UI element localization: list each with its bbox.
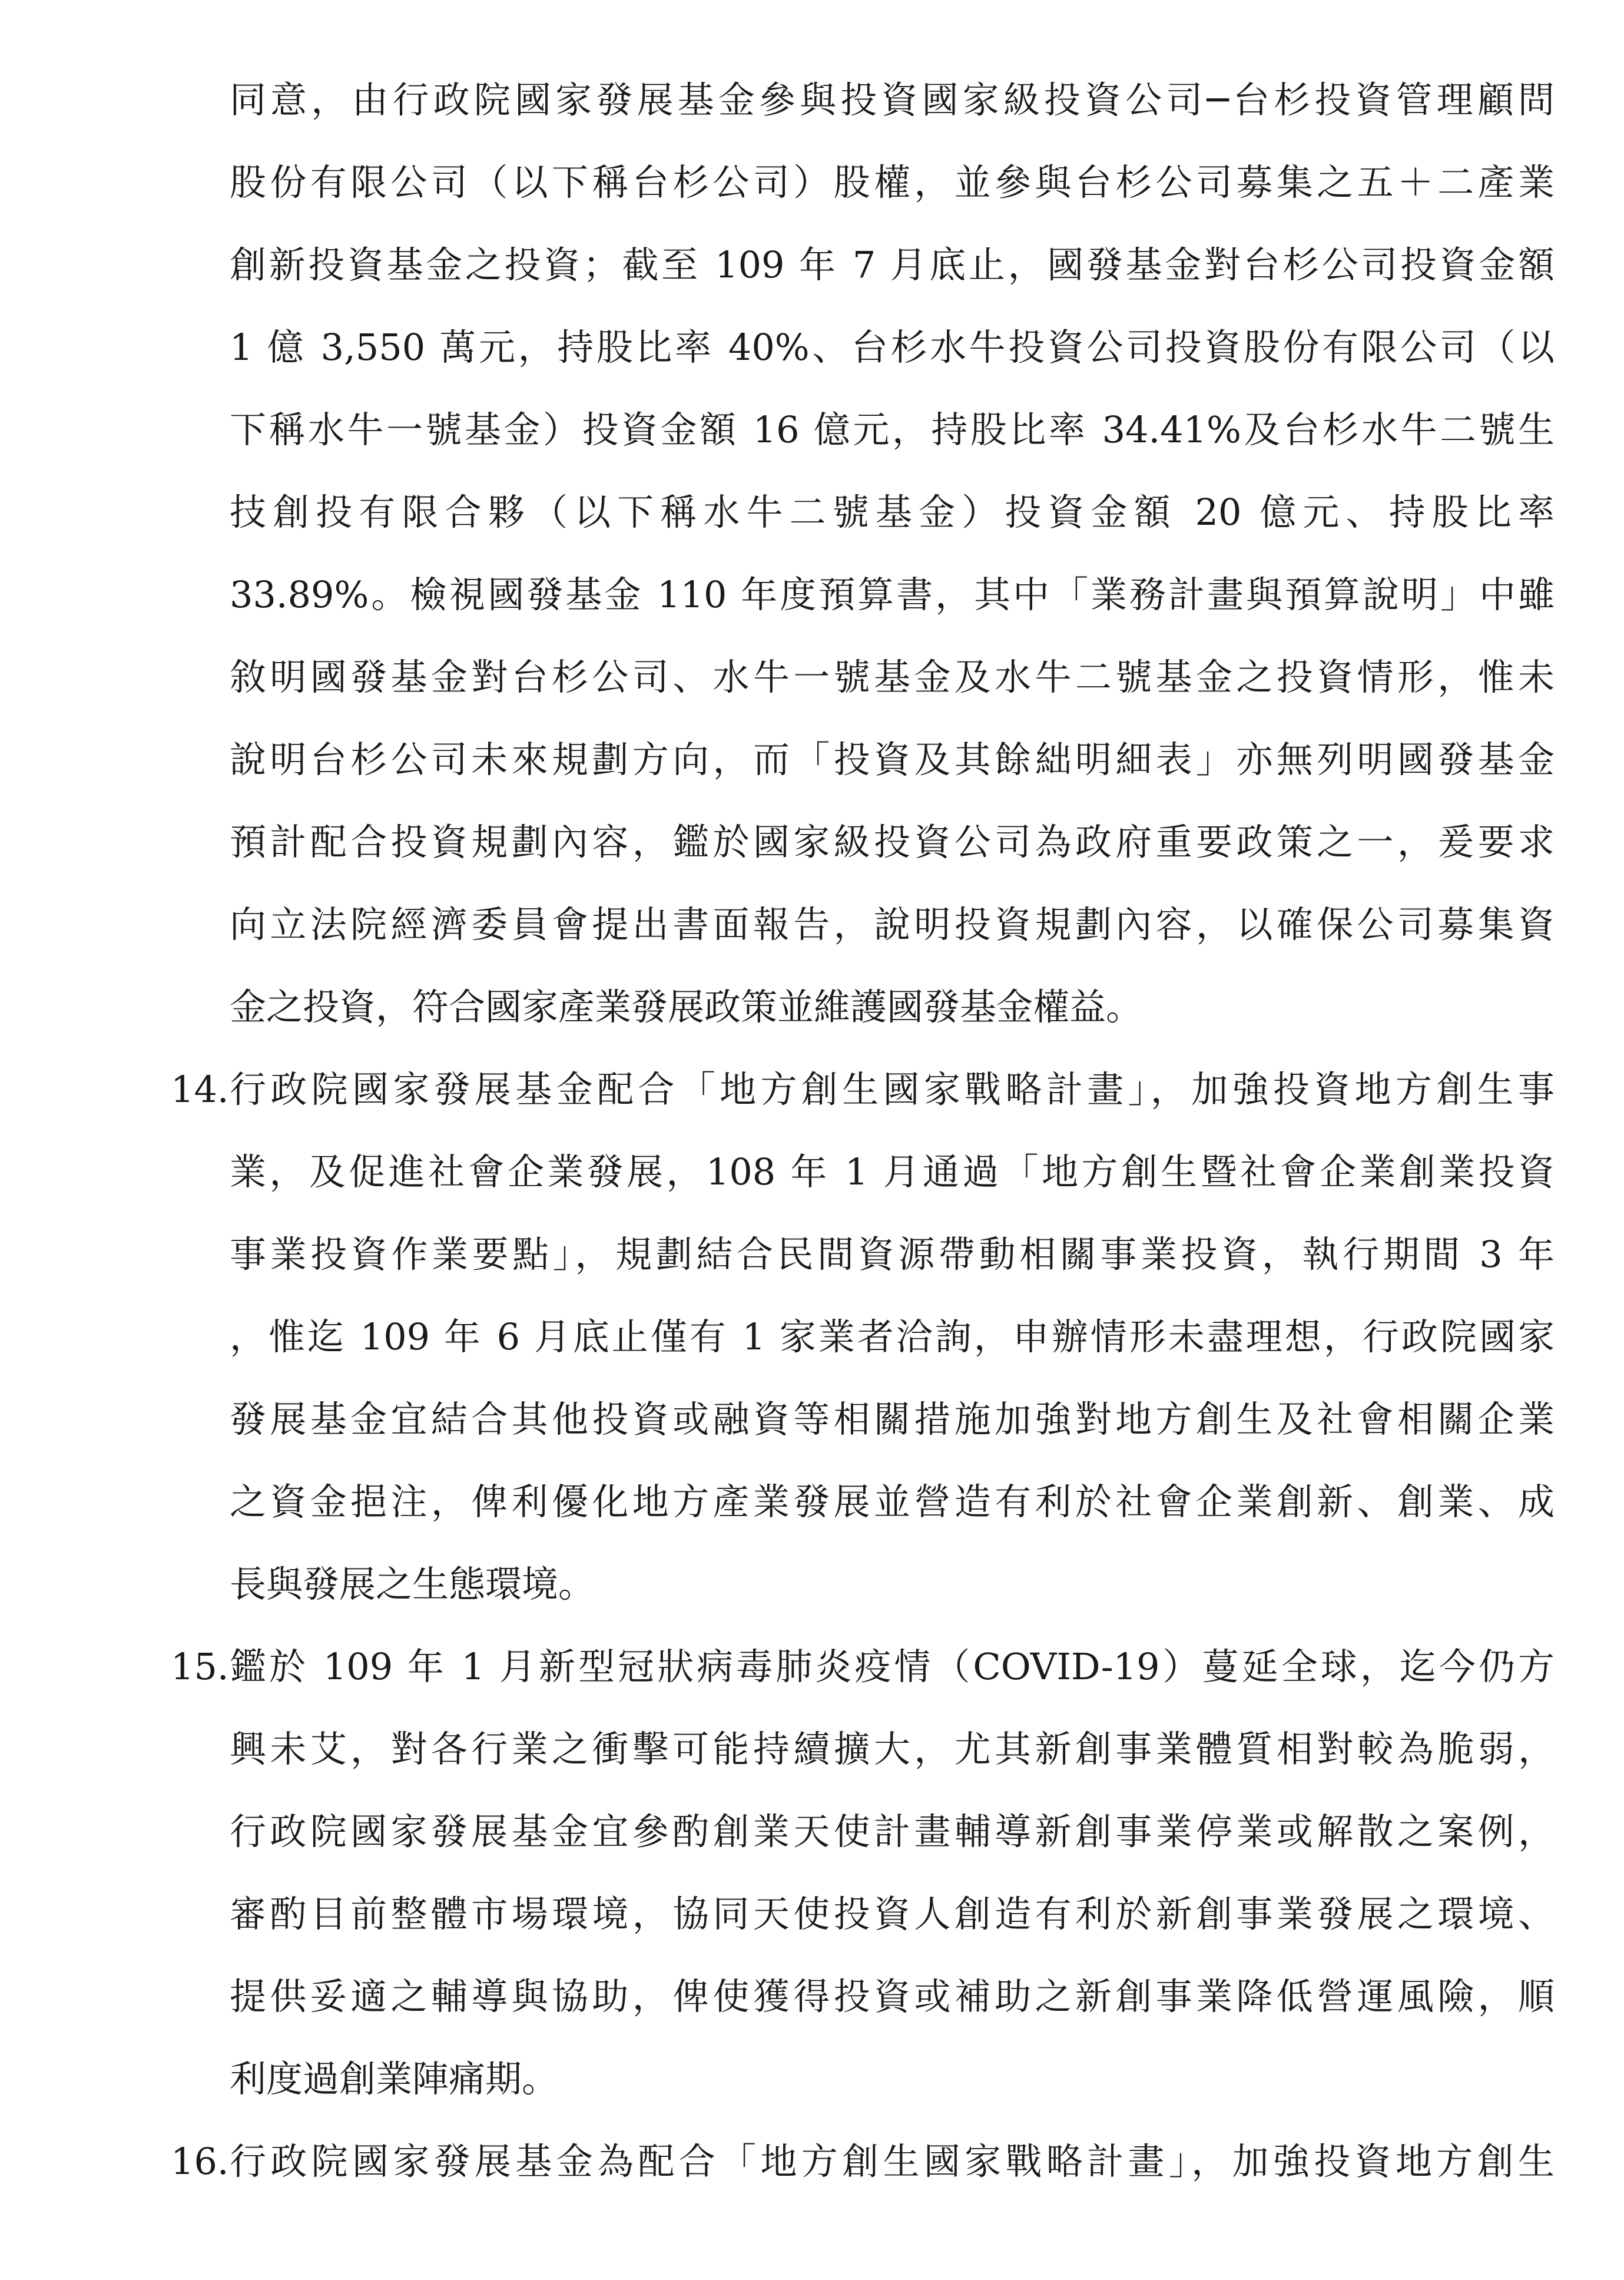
text-line: 事業投資作業要點」，規劃結合民間資源帶動相關事業投資，執行期間 3 年	[230, 1233, 1555, 1276]
text-line: 行政院國家發展基金為配合「地方創生國家戰略計畫」，加強投資地方創生	[230, 2140, 1555, 2183]
text-line: 鑑於 109 年 1 月新型冠狀病毒肺炎疫情（COVID-19）蔓延全球，迄今仍方	[230, 1645, 1555, 1688]
text-line: 敘明國發基金對台杉公司、水牛一號基金及水牛二號基金之投資情形，惟未	[230, 656, 1555, 699]
text-line: 利度過創業陣痛期。	[230, 2057, 559, 2100]
text-line: 之資金挹注，俾利優化地方產業發展並營造有利於社會企業創新、創業、成	[230, 1480, 1555, 1523]
text-line: 技創投有限合夥（以下稱水牛二號基金）投資金額 20 億元、持股比率	[230, 491, 1555, 534]
text-line: 興未艾，對各行業之衝擊可能持續擴大，尤其新創事業體質相對較為脆弱，	[230, 1728, 1555, 1771]
text-line: 提供妥適之輔導與協助，俾使獲得投資或補助之新創事業降低營運風險，順	[230, 1975, 1555, 2018]
text-line: 業，及促進社會企業發展，108 年 1 月通過「地方創生暨社會企業創業投資	[230, 1150, 1555, 1193]
text-line: 預計配合投資規劃內容，鑑於國家級投資公司為政府重要政策之一，爰要求	[230, 820, 1555, 863]
text-line: 長與發展之生態環境。	[230, 1563, 595, 1606]
text-line: 下稱水牛一號基金）投資金額 16 億元，持股比率 34.41%及台杉水牛二號生	[230, 408, 1555, 451]
text-line: 同意，由行政院國家發展基金參與投資國家級投資公司─台杉投資管理顧問	[230, 78, 1555, 121]
text-line: 金之投資，符合國家產業發展政策並維護國發基金權益。	[230, 985, 1143, 1028]
text-line: 發展基金宜結合其他投資或融資等相關措施加強對地方創生及社會相關企業	[230, 1398, 1555, 1441]
text-line: 說明台杉公司未來規劃方向，而「投資及其餘絀明細表」亦無列明國發基金	[230, 738, 1555, 781]
item-number: 15.	[171, 1645, 229, 1688]
item-number: 16.	[171, 2140, 229, 2183]
text-line: 1 億 3,550 萬元，持股比率 40%、台杉水牛投資公司投資股份有限公司（以	[230, 326, 1555, 369]
text-line: 股份有限公司（以下稱台杉公司）股權，並參與台杉公司募集之五＋二產業	[230, 161, 1555, 204]
text-line: 創新投資基金之投資；截至 109 年 7 月底止，國發基金對台杉公司投資金額	[230, 243, 1555, 286]
text-line: 33.89%。檢視國發基金 110 年度預算書，其中「業務計畫與預算說明」中雖	[230, 573, 1555, 616]
text-line: 向立法院經濟委員會提出書面報告，說明投資規劃內容，以確保公司募集資	[230, 903, 1555, 946]
text-line: 行政院國家發展基金配合「地方創生國家戰略計畫」，加強投資地方創生事	[230, 1068, 1555, 1111]
item-number: 14.	[171, 1068, 229, 1111]
text-line: ，惟迄 109 年 6 月底止僅有 1 家業者洽詢，申辦情形未盡理想，行政院國家	[230, 1315, 1555, 1358]
text-line: 行政院國家發展基金宜參酌創業天使計畫輔導新創事業停業或解散之案例，	[230, 1810, 1555, 1853]
text-line: 審酌目前整體市場環境，協同天使投資人創造有利於新創事業發展之環境、	[230, 1892, 1555, 1935]
